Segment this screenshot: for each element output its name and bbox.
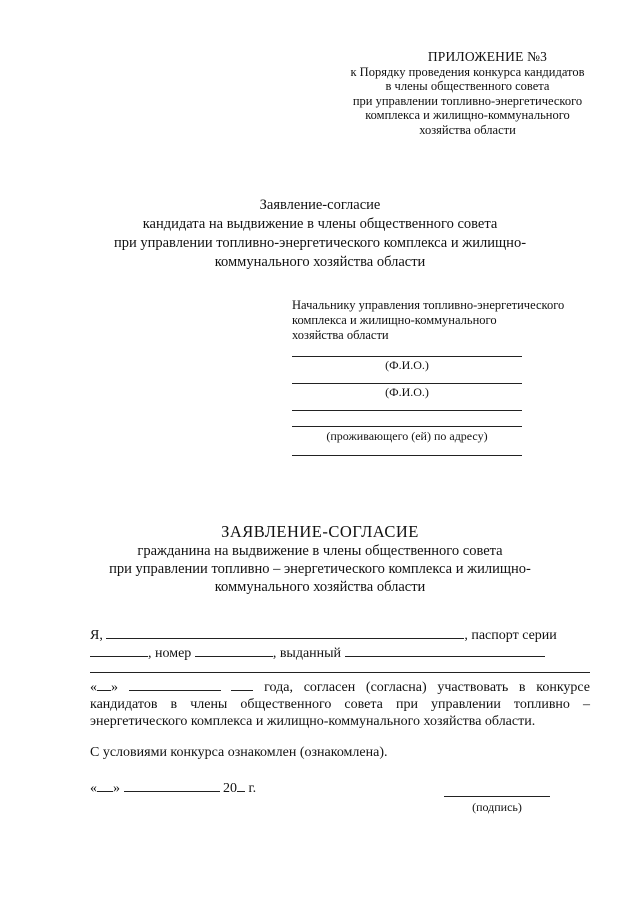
addressee-line: хозяйства области <box>292 328 389 342</box>
passport-series-field[interactable] <box>90 644 148 657</box>
year-suffix: г. <box>248 781 257 796</box>
heading-line: кандидата на выдвижение в члены общественного совета <box>142 216 498 232</box>
addressee-name-field[interactable] <box>292 356 522 357</box>
month-field[interactable] <box>124 779 220 792</box>
fio-caption: (Ф.И.О.) <box>385 358 429 372</box>
heading-line: Заявление-согласие <box>259 197 381 213</box>
address-field[interactable] <box>292 455 522 456</box>
addressee-block <box>292 298 602 343</box>
year-suffix-field[interactable] <box>237 779 245 792</box>
addressee-line: комплекса и жилищно-коммунального <box>292 313 497 327</box>
statement-line-passport <box>90 644 590 662</box>
applicant-name-field-2[interactable] <box>292 410 522 411</box>
date-open: « <box>90 781 97 796</box>
appendix-line: хозяйства области <box>419 122 516 137</box>
day-field[interactable] <box>97 678 111 691</box>
month-field[interactable] <box>129 678 221 691</box>
appendix-title: ПРИЛОЖЕНИЕ №3 <box>427 49 548 64</box>
day-field[interactable] <box>97 779 113 792</box>
i-label: Я, <box>90 628 103 643</box>
statement-line-name <box>90 626 590 644</box>
heading-line: при управлении топливно-энергетического комплекса и жилищно- <box>113 235 527 251</box>
fio-caption: (Ф.И.О.) <box>385 385 429 399</box>
addressee-line: Начальнику управления топливно-энергетического <box>292 298 565 312</box>
applicant-name-field[interactable] <box>292 383 522 384</box>
acquainted-line: С условиями конкурса ознакомлен (ознакомлена). <box>90 745 388 760</box>
statement-title: ЗАЯВЛЕНИЕ-СОГЛАСИЕ <box>221 522 419 541</box>
date-close: » <box>113 781 120 796</box>
candidate-statement-heading <box>60 196 580 272</box>
date-close: » <box>111 680 118 695</box>
full-name-field[interactable] <box>106 626 464 639</box>
address-caption: (проживающего (ей) по адресу) <box>326 429 488 443</box>
heading-line: коммунального хозяйства области <box>214 579 426 595</box>
number-label: , номер <box>148 646 192 661</box>
appendix-line: к Порядку проведения конкурса кандидатов <box>350 64 585 79</box>
signature-caption: (подпись) <box>472 800 522 814</box>
heading-line: коммунального хозяйства области <box>214 254 426 270</box>
appendix-line: в члены общественного совета <box>385 79 550 93</box>
heading-line: при управлении топливно – энергетического комплекса и жилищно- <box>109 561 531 577</box>
issued-label: , выданный <box>272 646 342 661</box>
heading-line: гражданина на выдвижение в члены общественного совета <box>137 543 503 559</box>
issued-by-field-continued[interactable] <box>90 672 590 673</box>
passport-series-label: , паспорт серии <box>464 628 557 643</box>
appendix-line: комплекса и жилищно-коммунального <box>365 108 570 122</box>
year-prefix: 20 <box>223 781 237 796</box>
signature-field[interactable] <box>444 796 550 797</box>
consent-paragraph <box>90 678 590 730</box>
passport-number-field[interactable] <box>195 644 273 657</box>
applicant-name-field-3[interactable] <box>292 426 522 427</box>
year-field[interactable] <box>231 678 253 691</box>
citizen-statement-heading <box>60 522 580 596</box>
appendix-block <box>300 50 635 137</box>
issued-by-field[interactable] <box>345 644 545 657</box>
date-open: « <box>90 680 97 695</box>
bottom-date <box>90 779 590 797</box>
consent-text: года, согласен (согласна) участвовать в конкурсе кандидатов в члены общественного совета при управлении топливно – энергетического комплекса и жилищно-коммунального хозяйства области. <box>90 680 591 729</box>
appendix-line: при управлении топливно-энергетического <box>352 93 583 108</box>
